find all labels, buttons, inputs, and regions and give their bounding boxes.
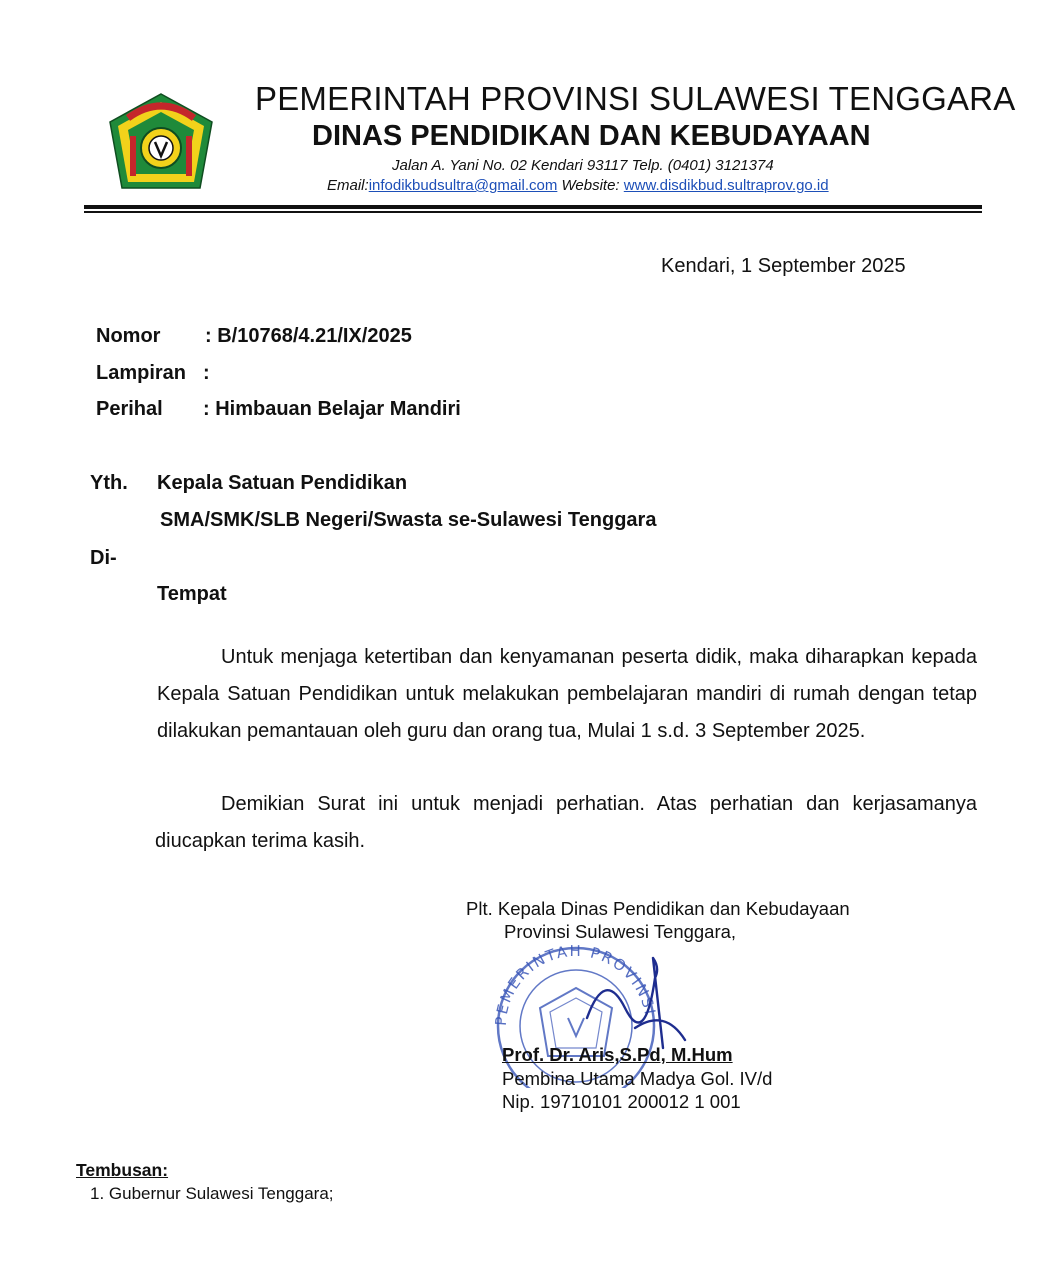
letterhead-department: DINAS PENDIDIKAN DAN KEBUDAYAAN	[312, 120, 871, 152]
signatory-province: Provinsi Sulawesi Tenggara,	[504, 921, 737, 942]
recipient-tempat: Tempat	[157, 583, 227, 605]
email-link[interactable]: infodikbudsultra@gmail.com	[368, 177, 558, 194]
website-label: Website:	[561, 177, 620, 194]
letter-date: Kendari, 1 September 2025	[661, 255, 906, 277]
signatory-rank: Pembina Utama Madya Gol. IV/d	[502, 1068, 773, 1089]
letterhead-government: PEMERINTAH PROVINSI SULAWESI TENGGARA	[255, 80, 1016, 117]
cc-list	[90, 1184, 334, 1204]
letterhead-address: Jalan A. Yani No. 02 Kendari 93117 Telp. (0401) 3121374	[392, 157, 774, 174]
signatory-nip: Nip. 19710101 200012 1 001	[502, 1091, 741, 1112]
perihal-label: Perihal	[96, 398, 163, 420]
letterhead-divider-thin	[84, 211, 982, 213]
nomor-value: : B/10768/4.21/IX/2025	[205, 325, 412, 347]
body-paragraph-1: Untuk menjaga ketertiban dan kenyamanan peserta didik, maka diharapkan kepada Kepala Satuan Pendidikan untuk melakukan pembelajaran mandiri di rumah dengan tetap dilakukan pemantauan oleh guru dan orang tua, Mulai 1 s.d. 3 September 2025.	[157, 646, 977, 742]
stamp-text: PEMERINTAH PROVINSI	[491, 941, 660, 1027]
signatory-name: Prof. Dr. Aris,S.Pd, M.Hum	[502, 1044, 733, 1065]
lampiran-value: :	[203, 362, 210, 384]
nomor-label: Nomor	[96, 325, 161, 347]
cc-item: 1. Gubernur Sulawesi Tenggara;	[90, 1184, 334, 1203]
letterhead-contact	[327, 177, 829, 194]
letterhead-divider-thick	[84, 205, 982, 209]
recipient-di: Di-	[90, 547, 117, 569]
recipient-salutation: Yth.	[90, 472, 128, 494]
lampiran-label: Lampiran	[96, 362, 187, 384]
email-label: Email:	[327, 177, 369, 194]
provincial-emblem-logo	[108, 92, 214, 190]
website-link[interactable]: www.disdikbud.sultraprov.go.id	[623, 177, 829, 194]
signatory-title: Plt. Kepala Dinas Pendidikan dan Kebudayaan	[466, 898, 850, 919]
cc-heading: Tembusan:	[76, 1160, 169, 1180]
body-paragraph-2: Demikian Surat ini untuk menjadi perhatian. Atas perhatian dan kerjasamanya diucapkan terima kasih.	[155, 793, 977, 852]
perihal-value: : Himbauan Belajar Mandiri	[203, 398, 461, 420]
recipient-line-1: Kepala Satuan Pendidikan	[157, 472, 408, 494]
recipient-line-2: SMA/SMK/SLB Negeri/Swasta se-Sulawesi Tenggara	[160, 509, 657, 531]
